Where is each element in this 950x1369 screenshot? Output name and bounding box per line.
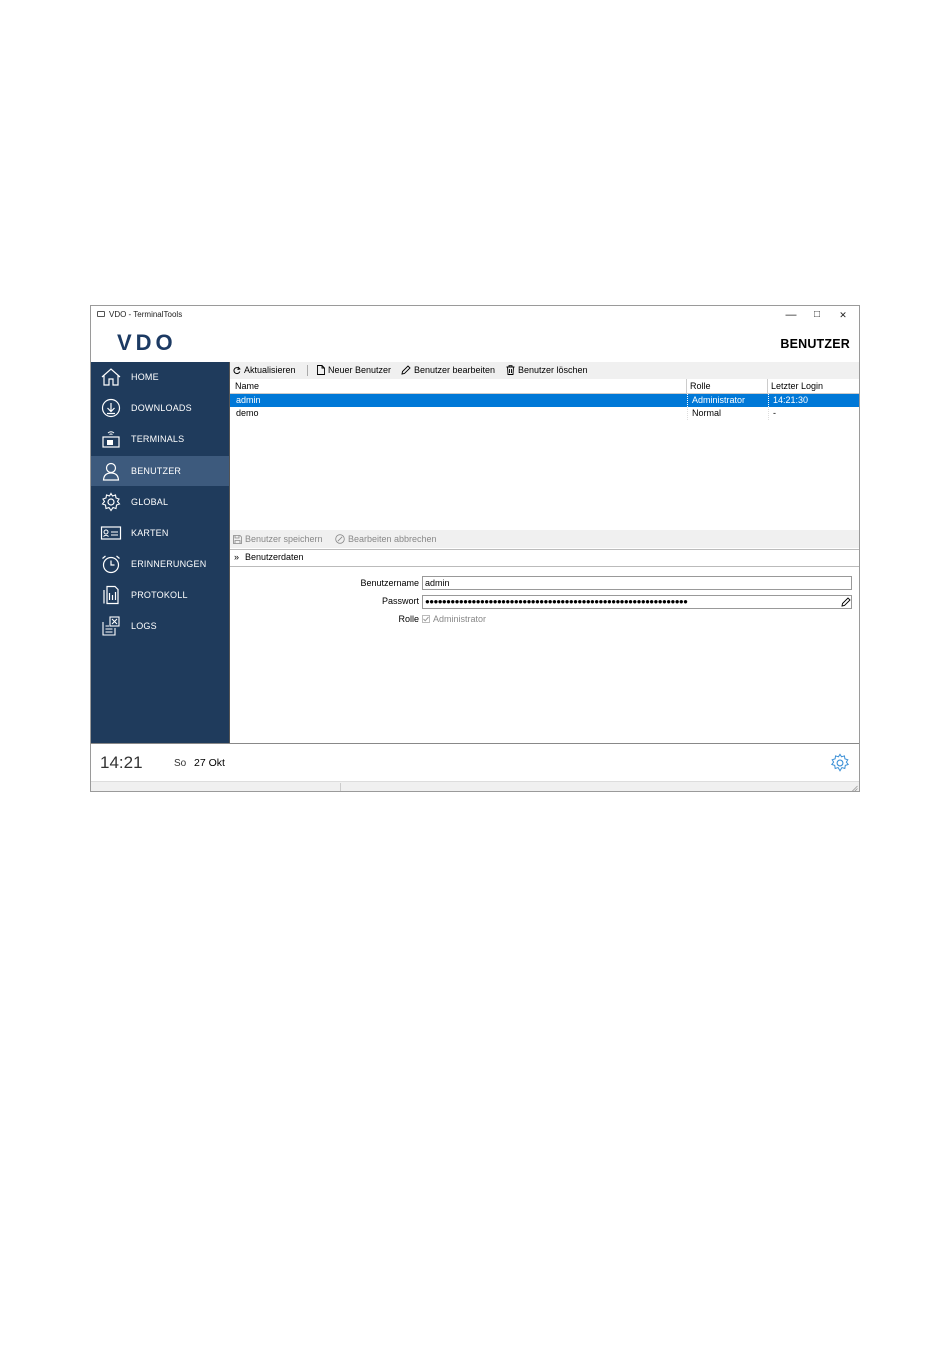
- table-row[interactable]: [230, 407, 860, 420]
- sidebar-item-erinnerungen[interactable]: [91, 549, 229, 579]
- user-icon: [100, 461, 122, 481]
- resize-grip-icon[interactable]: [851, 785, 858, 792]
- pencil-icon[interactable]: [841, 597, 851, 607]
- title-bar[interactable]: [91, 306, 859, 324]
- column-divider[interactable]: [686, 379, 687, 393]
- password-value: ●●●●●●●●●●●●●●●●●●●●●●●●●●●●●●●●●●●●●●●●●●●●●●●●●●●●●●●●●●●●●●: [425, 597, 688, 606]
- users-table: [230, 379, 860, 531]
- checkmark-icon: [422, 615, 430, 623]
- status-bar: [91, 781, 859, 792]
- save-icon: [233, 535, 242, 544]
- gear-icon: [100, 492, 122, 512]
- sidebar-item-label: HOME: [131, 372, 159, 382]
- username-label: Benutzername: [360, 578, 419, 588]
- column-header-role[interactable]: Rolle: [690, 381, 711, 391]
- sidebar-item-karten[interactable]: [91, 518, 229, 548]
- user-toolbar: [230, 362, 860, 379]
- cancel-edit-button[interactable]: [335, 534, 437, 544]
- cancel-edit-label: Bearbeiten abbrechen: [348, 534, 437, 544]
- cell-name: admin: [236, 395, 261, 405]
- save-user-button[interactable]: [233, 534, 323, 544]
- window-title: VDO - TerminalTools: [109, 310, 183, 319]
- pencil-icon: [401, 365, 411, 375]
- sidebar-item-label: KARTEN: [131, 528, 169, 538]
- sidebar-item-label: GLOBAL: [131, 497, 169, 507]
- clock-time: 14:21: [100, 753, 143, 772]
- password-field[interactable]: [422, 595, 852, 609]
- delete-user-button[interactable]: [506, 365, 588, 375]
- administrator-checkbox-label: Administrator: [433, 614, 487, 624]
- alarm-clock-icon: [100, 554, 122, 574]
- sidebar-item-logs[interactable]: [91, 611, 229, 641]
- delete-user-label: Benutzer löschen: [518, 365, 588, 375]
- minimize-button[interactable]: —: [785, 309, 797, 321]
- clock-day: So: [174, 758, 187, 769]
- cancel-icon: [335, 534, 345, 544]
- sidebar-item-global[interactable]: [91, 487, 229, 517]
- sidebar-item-label: BENUTZER: [131, 466, 182, 476]
- table-row[interactable]: [230, 394, 860, 407]
- cell-name: demo: [236, 408, 259, 418]
- app-icon: [97, 311, 105, 317]
- new-document-icon: [317, 365, 325, 375]
- main-panel: [229, 362, 860, 743]
- download-icon: [100, 398, 122, 418]
- new-user-button[interactable]: [317, 365, 391, 375]
- sidebar-item-protokoll[interactable]: [91, 580, 229, 610]
- footer: [91, 743, 859, 782]
- document-icon: [100, 585, 122, 605]
- trash-icon: [506, 365, 515, 375]
- sidebar-item-label: ERINNERUNGEN: [131, 559, 207, 569]
- refresh-label: Aktualisieren: [244, 365, 296, 375]
- username-field[interactable]: admin: [422, 576, 852, 590]
- app-window: [90, 305, 860, 792]
- terminal-icon: [100, 429, 122, 449]
- edit-toolbar: [230, 530, 860, 548]
- app-header: [91, 324, 859, 362]
- maximize-button[interactable]: □: [813, 309, 821, 320]
- sidebar-item-downloads[interactable]: [91, 393, 229, 423]
- sidebar-item-label: TERMINALS: [131, 434, 185, 444]
- administrator-checkbox[interactable]: [422, 615, 430, 623]
- column-header-last-login[interactable]: Letzter Login: [771, 381, 824, 391]
- home-icon: [100, 367, 122, 387]
- vdo-logo-text: VDO: [117, 333, 177, 351]
- table-header: [230, 379, 860, 394]
- sidebar-item-benutzer[interactable]: [91, 456, 229, 486]
- sidebar-item-label: PROTOKOLL: [131, 590, 188, 600]
- column-header-name[interactable]: Name: [235, 381, 260, 391]
- vdo-logo: [117, 333, 205, 356]
- cell-role: Administrator: [687, 394, 745, 407]
- role-label: Rolle: [398, 614, 419, 624]
- new-user-label: Neuer Benutzer: [328, 365, 392, 375]
- sidebar: [91, 362, 229, 743]
- card-icon: [100, 523, 122, 543]
- sidebar-item-label: LOGS: [131, 621, 157, 631]
- clock-date: 27 Okt: [194, 757, 225, 769]
- refresh-button[interactable]: [233, 365, 296, 375]
- cell-role: Normal: [687, 407, 721, 420]
- section-title: Benutzerdaten: [245, 552, 304, 562]
- edit-user-button[interactable]: [401, 365, 495, 375]
- sidebar-item-label: DOWNLOADS: [131, 403, 192, 413]
- user-details-header[interactable]: [230, 549, 860, 567]
- chevron-double-down-icon: »: [234, 552, 240, 562]
- cell-last-login: -: [768, 407, 776, 420]
- column-divider[interactable]: [767, 379, 768, 393]
- close-button[interactable]: ✕: [839, 310, 847, 320]
- cell-last-login: 14:21:30: [768, 394, 808, 407]
- sidebar-item-terminals[interactable]: [91, 424, 229, 454]
- sidebar-item-home[interactable]: [91, 362, 229, 392]
- edit-user-label: Benutzer bearbeiten: [414, 365, 496, 375]
- settings-icon[interactable]: [830, 753, 850, 773]
- toolbar-separator: [307, 365, 308, 376]
- status-bar-divider: [340, 783, 341, 792]
- logs-icon: [100, 616, 122, 636]
- save-user-label: Benutzer speichern: [245, 534, 323, 544]
- password-label: Passwort: [381, 596, 419, 606]
- page-title: BENUTZER: [780, 337, 850, 351]
- refresh-icon: [233, 366, 241, 375]
